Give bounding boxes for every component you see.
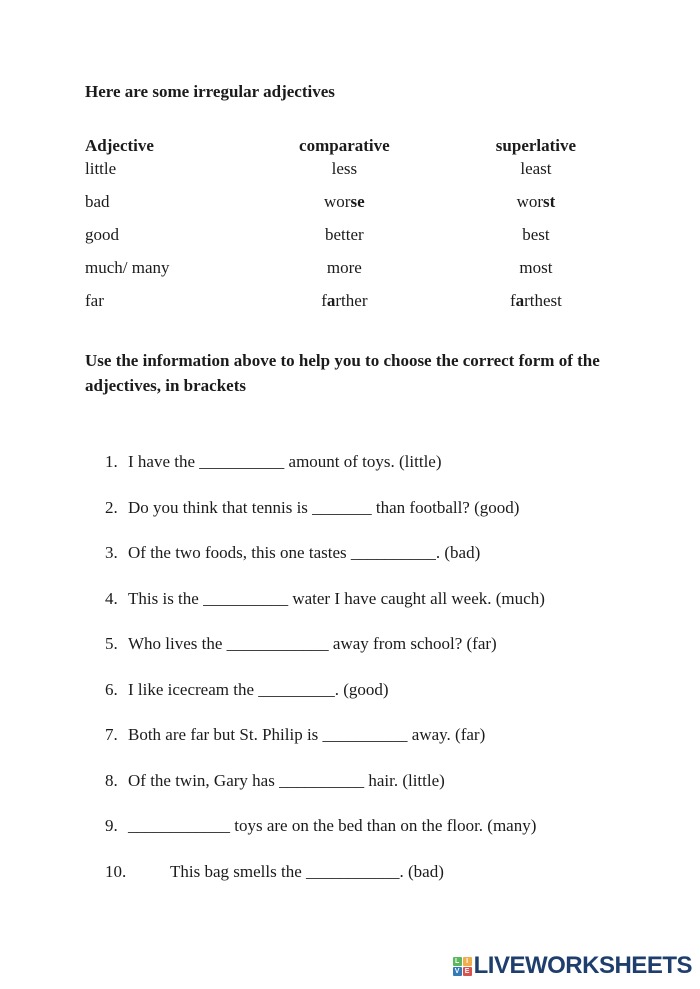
question-number: 2. [105,497,118,517]
column-header-adjective: Adjective [85,136,154,155]
adjectives-table [85,134,645,312]
instructions-text: Use the information above to help you to choose the correct form of the adjectives, in brackets [85,351,600,395]
question-number: 8. [105,770,118,790]
table-row [85,279,645,312]
adjectives-table-header [85,134,645,157]
comparative-cell: more [326,258,362,277]
table-row [85,213,645,246]
questions-list [105,450,660,883]
question-item [105,587,660,610]
comparative-cell: less [331,159,358,178]
adjective-cell: much/ many [85,258,170,277]
header-row [85,134,645,157]
question-text: Of the twin, Gary has __________ hair. (little) [128,770,445,790]
superlative-cell: worst [516,192,556,211]
superlative-cell: most [519,258,553,277]
superlative-cell: farthest [509,291,562,310]
column-header-superlative: superlative [495,136,577,155]
question-item [105,450,660,473]
question-number: 7. [105,725,118,744]
liveworksheets-wordmark: LIVEWORKSHEETS [473,952,692,979]
footer [453,952,692,980]
logo-tile-i: I [463,957,472,966]
question-text: Do you think that tennis is _______ than football? (good) [128,497,520,517]
question-number: 6. [105,679,118,699]
question-number: 9. [105,816,118,835]
question-number: 1. [105,452,118,471]
adjectives-table-body [85,157,645,312]
liveworksheets-logo[interactable] [453,952,692,980]
comparative-cell: better [325,225,364,244]
logo-tile-v: V [453,967,462,976]
question-text: This is the __________ water I have caught all week. (much) [128,588,545,608]
question-item [105,769,660,792]
superlative-cell: least [520,159,552,178]
adjective-cell: far [85,291,104,310]
adjective-cell: bad [85,192,110,211]
question-item [105,496,660,519]
question-text: Who lives the ____________ away from school? (far) [128,634,497,653]
question-text: Both are far but St. Philip is __________ away. (far) [128,725,486,744]
question-item [105,541,660,564]
question-text: I like icecream the _________. (good) [128,679,389,699]
table-row [85,246,645,279]
question-item [105,632,660,655]
comparative-cell: farther [321,291,368,310]
table-row [85,180,645,213]
logo-tile-e: E [463,967,472,976]
worksheet-heading: Here are some irregular adjectives [85,82,335,101]
comparative-cell: worse [324,192,365,211]
question-number: 5. [105,634,118,653]
adjective-cell: good [85,225,119,244]
question-text: I have the __________ amount of toys. (little) [128,452,442,471]
table-row [85,157,645,180]
question-text: ____________ toys are on the bed than on the floor. (many) [128,816,537,835]
logo-tile-l: L [453,957,462,966]
question-text: Of the two foods, this one tastes __________. (bad) [128,543,481,562]
question-item [105,814,660,837]
superlative-cell: best [522,225,550,244]
adjective-cell: little [85,159,117,178]
question-text: This bag smells the ___________. (bad) [170,861,444,881]
question-number: 3. [105,543,118,562]
column-header-comparative: comparative [299,136,390,155]
question-item [105,678,660,701]
question-item [105,723,660,746]
liveworksheets-grid-icon [453,957,472,976]
question-number: 10. [105,861,127,881]
question-number: 4. [105,588,118,608]
question-item [105,860,660,883]
